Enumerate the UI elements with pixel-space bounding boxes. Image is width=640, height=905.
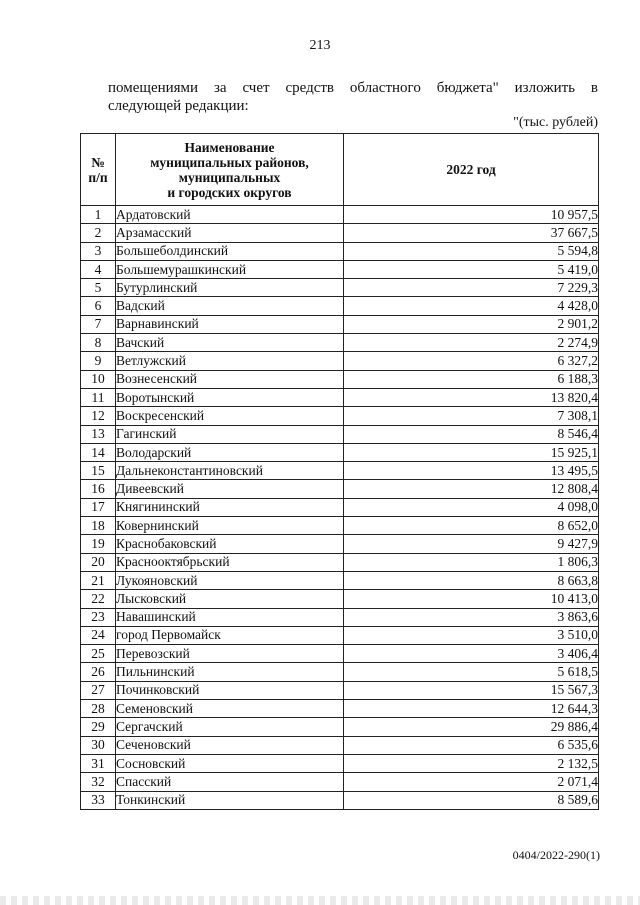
row-number: 24 bbox=[81, 626, 116, 644]
header-name: Наименование муниципальных районов, муниципальных и городских округов bbox=[116, 134, 344, 206]
row-district-name: Дальнеконстантиновский bbox=[116, 462, 344, 480]
row-amount: 1 806,3 bbox=[344, 553, 599, 571]
row-amount: 8 589,6 bbox=[344, 791, 599, 809]
intro-text-line-1: помещениями за счет средств областного бюджета" изложить в bbox=[108, 80, 598, 96]
table-row bbox=[81, 590, 599, 608]
row-amount: 4 428,0 bbox=[344, 297, 599, 315]
header-num: № п/п bbox=[81, 134, 116, 206]
row-amount: 2 901,2 bbox=[344, 315, 599, 333]
table-row bbox=[81, 242, 599, 260]
row-number: 9 bbox=[81, 352, 116, 370]
row-number: 1 bbox=[81, 206, 116, 224]
row-district-name: Семеновский bbox=[116, 700, 344, 718]
row-district-name: Арзамасский bbox=[116, 224, 344, 242]
row-amount: 5 594,8 bbox=[344, 242, 599, 260]
table-row bbox=[81, 260, 599, 278]
table-row bbox=[81, 736, 599, 754]
table-row bbox=[81, 480, 599, 498]
table-row bbox=[81, 352, 599, 370]
row-district-name: Пильнинский bbox=[116, 663, 344, 681]
row-amount: 29 886,4 bbox=[344, 718, 599, 736]
row-district-name: Воротынский bbox=[116, 388, 344, 406]
row-number: 4 bbox=[81, 260, 116, 278]
table-row bbox=[81, 334, 599, 352]
table-row bbox=[81, 553, 599, 571]
unit-label: "(тыс. рублей) bbox=[513, 115, 598, 130]
table-row bbox=[81, 425, 599, 443]
row-amount: 10 413,0 bbox=[344, 590, 599, 608]
row-district-name: Володарский bbox=[116, 443, 344, 461]
table-row bbox=[81, 535, 599, 553]
row-amount: 2 071,4 bbox=[344, 773, 599, 791]
row-amount: 15 567,3 bbox=[344, 681, 599, 699]
scan-edge-artifact bbox=[0, 896, 640, 905]
table-row bbox=[81, 718, 599, 736]
row-number: 20 bbox=[81, 553, 116, 571]
table-row bbox=[81, 498, 599, 516]
row-amount: 10 957,5 bbox=[344, 206, 599, 224]
table-row bbox=[81, 663, 599, 681]
table-row bbox=[81, 279, 599, 297]
table-row bbox=[81, 626, 599, 644]
row-amount: 5 419,0 bbox=[344, 260, 599, 278]
row-district-name: Спасский bbox=[116, 773, 344, 791]
row-number: 8 bbox=[81, 334, 116, 352]
row-district-name: Воскресенский bbox=[116, 407, 344, 425]
row-number: 10 bbox=[81, 370, 116, 388]
row-amount: 12 644,3 bbox=[344, 700, 599, 718]
table-row bbox=[81, 297, 599, 315]
row-amount: 7 229,3 bbox=[344, 279, 599, 297]
row-district-name: Перевозский bbox=[116, 645, 344, 663]
table-row bbox=[81, 645, 599, 663]
row-amount: 8 663,8 bbox=[344, 571, 599, 589]
table-row bbox=[81, 700, 599, 718]
row-district-name: Ветлужский bbox=[116, 352, 344, 370]
row-number: 23 bbox=[81, 608, 116, 626]
row-amount: 8 546,4 bbox=[344, 425, 599, 443]
row-district-name: Починковский bbox=[116, 681, 344, 699]
row-number: 5 bbox=[81, 279, 116, 297]
row-number: 17 bbox=[81, 498, 116, 516]
table-body bbox=[81, 206, 599, 810]
row-district-name: Вачский bbox=[116, 334, 344, 352]
row-amount: 7 308,1 bbox=[344, 407, 599, 425]
document-code: 0404/2022-290(1) bbox=[512, 848, 600, 862]
row-district-name: Сергачский bbox=[116, 718, 344, 736]
row-number: 32 bbox=[81, 773, 116, 791]
table-header-row bbox=[81, 134, 599, 206]
header-year: 2022 год bbox=[344, 134, 599, 206]
budget-table bbox=[80, 133, 599, 810]
row-amount: 3 863,6 bbox=[344, 608, 599, 626]
row-number: 18 bbox=[81, 517, 116, 535]
row-district-name: Вадский bbox=[116, 297, 344, 315]
row-amount: 2 274,9 bbox=[344, 334, 599, 352]
row-amount: 13 495,5 bbox=[344, 462, 599, 480]
row-district-name: Ковернинский bbox=[116, 517, 344, 535]
row-amount: 8 652,0 bbox=[344, 517, 599, 535]
row-amount: 13 820,4 bbox=[344, 388, 599, 406]
table-row bbox=[81, 773, 599, 791]
table-row bbox=[81, 754, 599, 772]
row-number: 25 bbox=[81, 645, 116, 663]
row-district-name: Большемурашкинский bbox=[116, 260, 344, 278]
table-row bbox=[81, 462, 599, 480]
table-row bbox=[81, 608, 599, 626]
row-amount: 5 618,5 bbox=[344, 663, 599, 681]
table-row bbox=[81, 681, 599, 699]
row-amount: 3 406,4 bbox=[344, 645, 599, 663]
table-row bbox=[81, 206, 599, 224]
table-row bbox=[81, 517, 599, 535]
row-district-name: Сосновский bbox=[116, 754, 344, 772]
row-number: 15 bbox=[81, 462, 116, 480]
row-district-name: Лукояновский bbox=[116, 571, 344, 589]
intro-text-line-2: следующей редакции: bbox=[108, 98, 249, 114]
page-number: 213 bbox=[309, 38, 331, 53]
table-row bbox=[81, 224, 599, 242]
row-district-name: Тонкинский bbox=[116, 791, 344, 809]
row-number: 30 bbox=[81, 736, 116, 754]
table-row bbox=[81, 443, 599, 461]
row-district-name: Ардатовский bbox=[116, 206, 344, 224]
table-row bbox=[81, 407, 599, 425]
row-number: 7 bbox=[81, 315, 116, 333]
row-number: 21 bbox=[81, 571, 116, 589]
row-number: 26 bbox=[81, 663, 116, 681]
row-district-name: город Первомайск bbox=[116, 626, 344, 644]
row-district-name: Большеболдинский bbox=[116, 242, 344, 260]
table-row bbox=[81, 571, 599, 589]
row-number: 19 bbox=[81, 535, 116, 553]
row-amount: 15 925,1 bbox=[344, 443, 599, 461]
row-amount: 6 327,2 bbox=[344, 352, 599, 370]
row-amount: 12 808,4 bbox=[344, 480, 599, 498]
row-district-name: Краснооктябрьский bbox=[116, 553, 344, 571]
row-number: 22 bbox=[81, 590, 116, 608]
row-district-name: Бутурлинский bbox=[116, 279, 344, 297]
row-number: 2 bbox=[81, 224, 116, 242]
row-number: 13 bbox=[81, 425, 116, 443]
row-district-name: Вознесенский bbox=[116, 370, 344, 388]
row-district-name: Краснобаковский bbox=[116, 535, 344, 553]
row-district-name: Варнавинский bbox=[116, 315, 344, 333]
row-amount: 6 188,3 bbox=[344, 370, 599, 388]
row-number: 31 bbox=[81, 754, 116, 772]
row-district-name: Лысковский bbox=[116, 590, 344, 608]
row-number: 12 bbox=[81, 407, 116, 425]
row-number: 6 bbox=[81, 297, 116, 315]
table-row bbox=[81, 791, 599, 809]
row-number: 27 bbox=[81, 681, 116, 699]
row-amount: 9 427,9 bbox=[344, 535, 599, 553]
row-number: 14 bbox=[81, 443, 116, 461]
row-amount: 4 098,0 bbox=[344, 498, 599, 516]
row-number: 3 bbox=[81, 242, 116, 260]
row-district-name: Дивеевский bbox=[116, 480, 344, 498]
row-district-name: Княгининский bbox=[116, 498, 344, 516]
table-row bbox=[81, 370, 599, 388]
row-amount: 3 510,0 bbox=[344, 626, 599, 644]
table-row bbox=[81, 315, 599, 333]
row-number: 16 bbox=[81, 480, 116, 498]
row-number: 29 bbox=[81, 718, 116, 736]
row-number: 28 bbox=[81, 700, 116, 718]
row-amount: 6 535,6 bbox=[344, 736, 599, 754]
row-amount: 37 667,5 bbox=[344, 224, 599, 242]
row-number: 33 bbox=[81, 791, 116, 809]
table-row bbox=[81, 388, 599, 406]
row-district-name: Навашинский bbox=[116, 608, 344, 626]
row-district-name: Гагинский bbox=[116, 425, 344, 443]
row-district-name: Сеченовский bbox=[116, 736, 344, 754]
row-number: 11 bbox=[81, 388, 116, 406]
row-amount: 2 132,5 bbox=[344, 754, 599, 772]
